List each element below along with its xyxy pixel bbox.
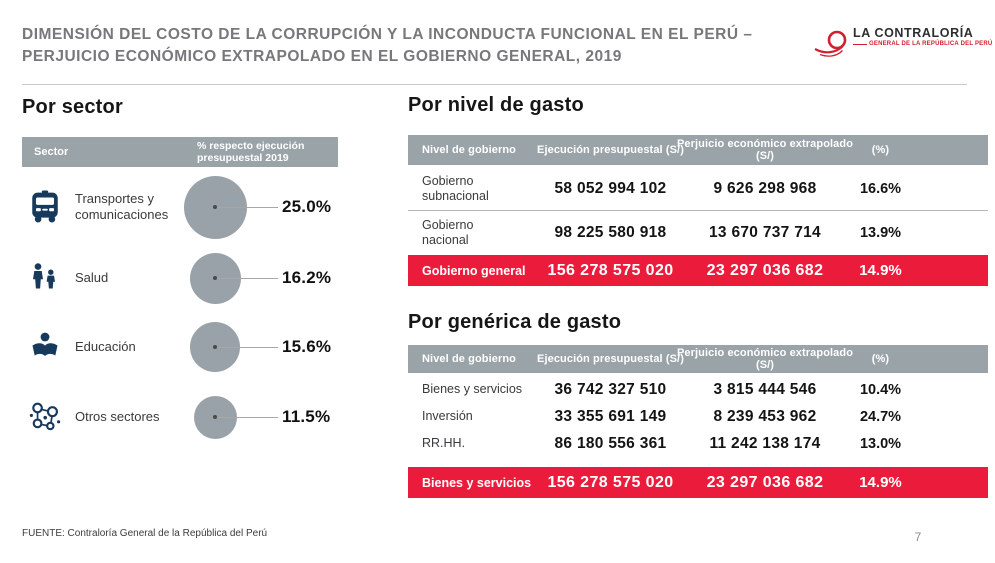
page-number: 7 [914,530,922,544]
sector-percentage: 25.0% [282,197,332,216]
health-people-icon [24,243,66,313]
percent-value: 24.7% [859,408,902,425]
sector-label: Educación [75,339,136,354]
logo-subtitle-rule [853,44,867,45]
sector-row-salud [22,243,367,313]
source-note: FUENTE: Contraloría General de la República del Perú [22,528,268,539]
sector-label: Otros sectores [75,409,160,424]
sector-row-otros [22,382,367,452]
total-damage-value: 23 297 036 682 [706,473,824,491]
education-reader-icon [24,312,66,382]
bubble-leader-line [215,347,278,348]
percent-value: 10.4% [859,381,902,398]
page-title-line1: DIMENSIÓN DEL COSTO DE LA CORRUPCIÓN Y LA INCONDUCTA FUNCIONAL EN EL PERÚ – [22,26,753,43]
damage-value: 13 670 737 714 [709,224,821,241]
budget-value: 86 180 556 361 [554,434,667,452]
sector-percentage: 16.2% [282,268,332,287]
damage-value: 9 626 298 968 [713,179,817,197]
total-label: Bienes y servicios [422,475,532,490]
row-label: Gobierno nacional [422,218,474,247]
bubble-center-dot [213,276,217,280]
table-row [408,376,988,403]
column-header: Ejecución presupuestal (S/) [537,353,684,365]
logo-subtitle-row [853,41,992,47]
por-sector-header-bar [22,137,338,167]
budget-value: 58 052 994 102 [554,179,667,197]
header-divider [22,84,967,85]
tables-section [408,96,988,506]
page-title [22,24,812,68]
por-generica-header-row [408,345,988,373]
total-budget-value: 156 278 575 020 [547,473,674,491]
column-header: Nivel de gobierno [422,353,516,365]
logo-subtitle: GENERAL DE LA REPÚBLICA DEL PERÚ [869,41,993,47]
bubble-leader-line [215,207,278,208]
bubble-center-dot [213,205,217,209]
damage-value: 11 242 138 174 [709,434,821,452]
row-label: Gobierno subnacional [422,173,489,203]
percent-value: 16.6% [859,180,902,197]
table-row [408,430,988,457]
column-header: Ejecución presupuestal (S/) [537,144,684,156]
por-nivel-title: Por nivel de gasto [408,94,584,116]
row-label: Inversión [422,409,473,423]
budget-value: 36 742 327 510 [554,380,667,398]
damage-value: 3 815 444 546 [713,380,817,398]
row-label: RR.HH. [422,436,466,450]
total-damage-value: 23 297 036 682 [706,261,824,279]
bubble-center-dot [213,345,217,349]
bubble-center-dot [213,415,217,419]
logo-name: LA CONTRALORÍA [853,26,974,40]
percent-value: 13.9% [859,225,902,241]
percent-value: 13.0% [859,435,902,452]
column-header: (%) [871,144,890,156]
total-percent-value: 14.9% [859,262,902,279]
por-sector-section [22,96,367,476]
contraloria-swoosh-icon [814,28,850,60]
damage-value: 8 239 453 962 [713,407,817,425]
total-label: Gobierno general [422,263,526,278]
table-row [408,403,988,430]
sector-label: Salud [75,270,109,285]
total-row [408,467,988,498]
column-header: (%) [871,353,890,365]
sector-row-transportes [22,172,367,242]
logo-text [853,26,992,47]
bubble-leader-line [215,417,278,418]
network-nodes-icon [24,382,66,452]
column-header: Perjuicio económico extrapolado (S/) [676,138,854,162]
sector-label: Transportes y comunicaciones [75,191,169,222]
total-budget-value: 156 278 575 020 [547,261,674,279]
sector-row-educacion [22,312,367,382]
table-row [408,212,988,254]
column-header: Perjuicio económico extrapolado (S/) [676,347,854,371]
por-generica-title: Por genérica de gasto [408,311,622,333]
total-row [408,255,988,286]
bubble-leader-line [215,278,278,279]
contraloria-logo [814,26,993,60]
por-nivel-header-row [408,135,988,165]
table-row [408,167,988,211]
sector-percentage: 15.6% [282,337,332,356]
sector-column-header: Sector [34,146,69,158]
budget-value: 33 355 691 149 [554,407,667,425]
total-percent-value: 14.9% [859,474,902,491]
budget-value: 98 225 580 918 [554,224,667,241]
por-sector-title: Por sector [22,96,123,118]
row-label: Bienes y servicios [422,382,523,396]
sector-percentage: 11.5% [282,407,331,426]
column-header: Nivel de gobierno [422,144,516,156]
percent-column-header: % respecto ejecución presupuestal 2019 [197,139,305,164]
bus-icon [24,172,66,242]
page-title-line2: PERJUICIO ECONÓMICO EXTRAPOLADO EN EL GOBIERNO GENERAL, 2019 [22,48,622,65]
